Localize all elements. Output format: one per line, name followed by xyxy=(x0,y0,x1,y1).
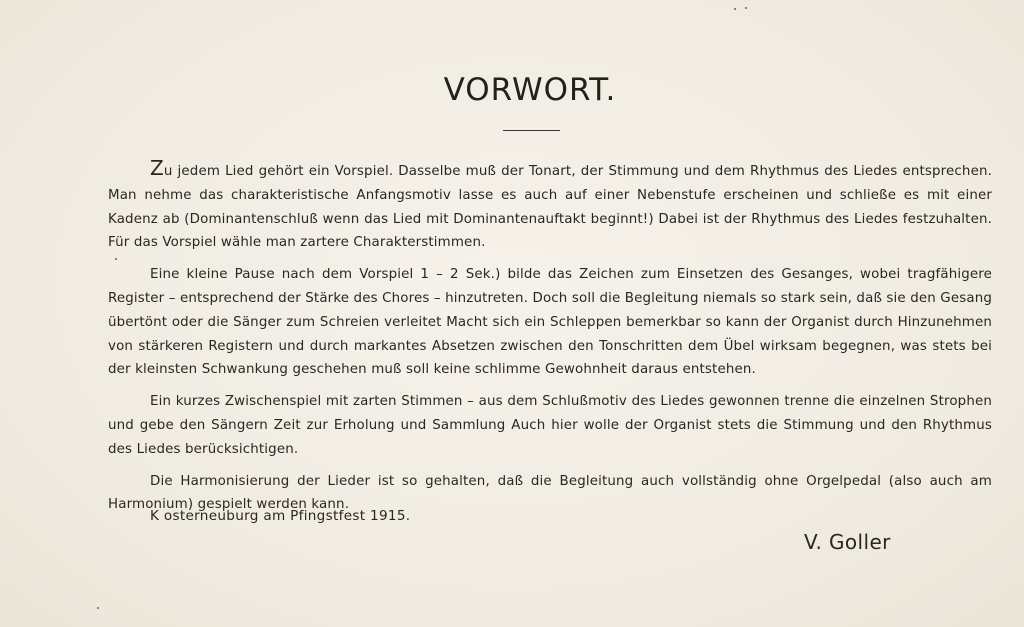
paper-speck xyxy=(734,8,736,10)
title-divider xyxy=(503,130,560,131)
preface-body xyxy=(108,156,992,525)
page-title: VORWORT. xyxy=(443,72,617,108)
paragraph-2: Eine kleine Pause nach dem Vorspiel 1 – 2 Sek.) bilde das Zeichen zum Einsetzen des Gesanges, wobei tragfähigere Register – entsprechend der Stärke des Chores – hinzutreten. Doch soll die Begleitung niemals so stark sein, daß sie den Gesang übertönt oder die Sänger zum Schreien verleitet Macht sich ein Schleppen bemerkbar so kann der Organist durch Hinzunehmen von stärkeren Registern und durch markantes Absetzen zwischen den Tonschritten dem Übel wirksam begegnen, was stets bei der kleinsten Schwankung geschehen muß soll keine schlimme Gewohnheit daraus entstehen. xyxy=(108,267,992,378)
paper-speck xyxy=(115,258,117,260)
signature: V. Goller xyxy=(804,530,891,554)
paragraph-3: Ein kurzes Zwischenspiel mit zarten Stimmen – aus dem Schlußmotiv des Liedes gewonnen trenne die einzelnen Strophen und gebe den Sängern Zeit zur Erholung und Sammlung Auch hier wolle der Organist stets die Stimmung und den Rhythmus des Liedes berücksichtigen. xyxy=(108,394,992,457)
paragraph-1 xyxy=(108,156,992,255)
drop-initial: Z xyxy=(150,156,164,180)
paragraph-1-text: u jedem Lied gehört ein Vorspiel. Dasselbe muß der Tonart, der Stimmung und dem Rhythmus des Liedes entsprechen. Man nehme das charakteristische Anfangsmotiv lasse es auch auf einer Nebenstufe erscheinen und schließe es mit einer Kadenz ab (Dominantenschluß wenn das Lied mit Dominantenauftakt beginnt!) Dabei ist der Rhythmus des Liedes festzuhalten. Für das Vorspiel wähle man zartere Charakterstimmen. xyxy=(108,164,992,251)
paper-speck xyxy=(745,7,747,9)
paper-speck xyxy=(97,607,99,609)
place-date: K osterneuburg am Pfingstfest 1915. xyxy=(150,508,411,524)
paragraph-4: Die Harmonisierung der Lieder ist so gehalten, daß die Begleitung auch vollständig ohne Orgelpedal (also auch am Harmonium) gespielt werden kann. xyxy=(108,473,992,513)
